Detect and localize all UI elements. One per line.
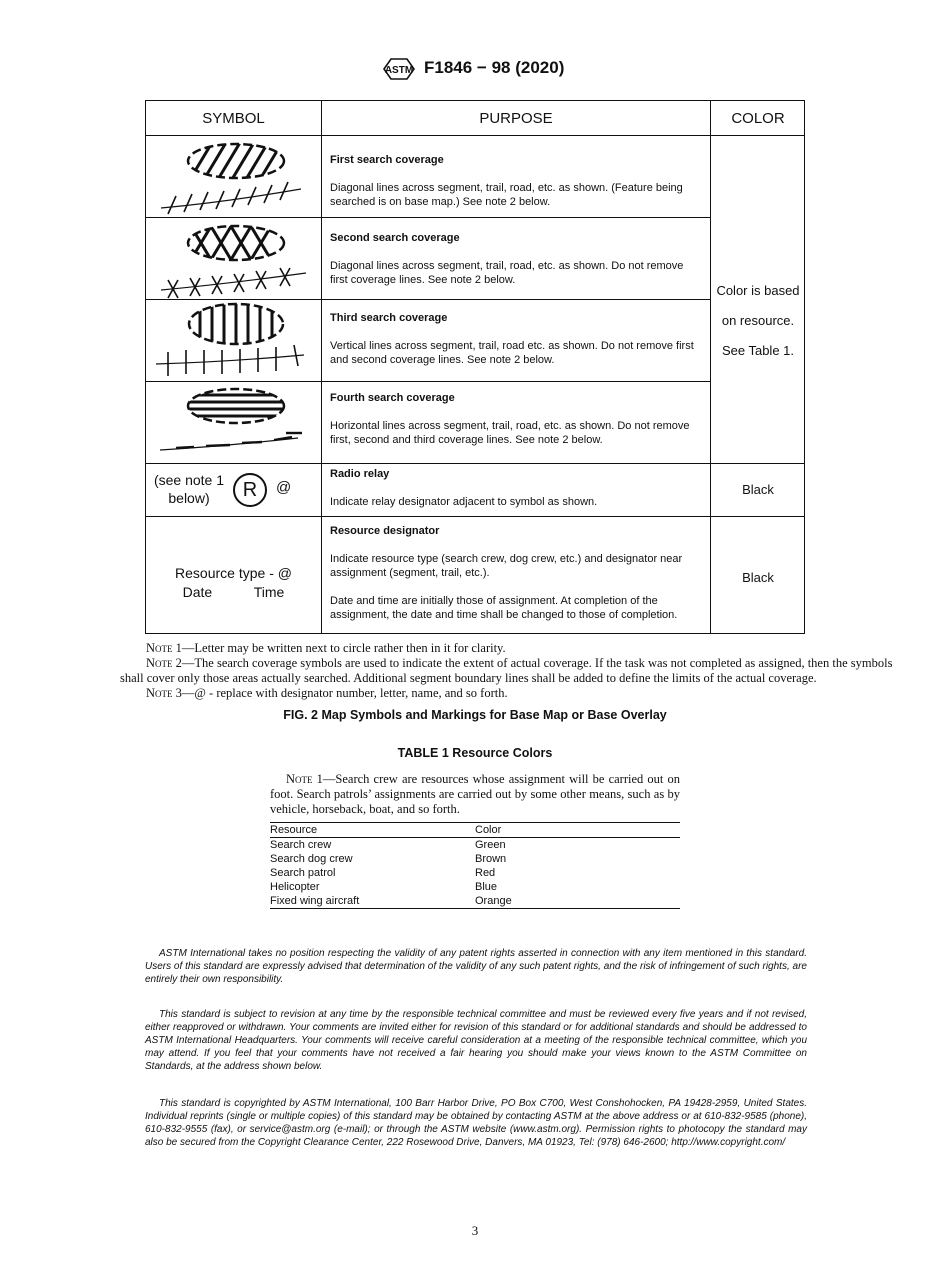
resource-designator-color: Black — [742, 570, 774, 585]
color-cell: Brown — [475, 853, 507, 865]
purpose-description: Indicate relay designator adjacent to symbol as shown. — [330, 496, 598, 508]
coverage-color-cell — [711, 276, 805, 366]
resource-designator-symbol — [146, 517, 321, 634]
resource-cell: Search dog crew — [270, 853, 353, 865]
table-title: TABLE 1 Resource Colors — [397, 746, 553, 760]
note-label: Note 1 — [146, 641, 182, 655]
note-1 — [146, 641, 906, 656]
purpose-description-2: Date and time are initially those of assignment. At completion of the assignment, the date and time shall be changed to those of completion. — [330, 595, 678, 621]
resource-cell: Search patrol — [270, 867, 336, 879]
logo-text: ASTM — [384, 65, 414, 76]
color-cell: Blue — [475, 881, 498, 893]
resource-cell: Helicopter — [270, 881, 320, 893]
color-cell: Orange — [475, 895, 512, 907]
first-search-coverage-symbol — [146, 136, 321, 217]
coverage-color-line3: See Table 1. — [721, 343, 795, 358]
date-text: Date — [182, 584, 213, 600]
radio-relay-color: Black — [742, 482, 774, 497]
figure-caption: FIG. 2 Map Symbols and Markings for Base Map or Base Overlay — [283, 708, 667, 722]
column-divider — [710, 101, 711, 633]
note-3 — [146, 686, 906, 701]
table-row — [270, 866, 680, 880]
row-fourth-search — [330, 391, 700, 447]
table-row — [270, 894, 680, 909]
radio-relay-note-line2: below) — [168, 490, 210, 506]
table-note-text: —Search crew are resources whose assignment will be carried out on foot. Search patrols’ assignments are carried out by some other means, such as by vehicle, horseback, boat, and so forth. — [270, 772, 680, 816]
table-note — [270, 772, 680, 817]
purpose-title: First search coverage — [330, 154, 444, 166]
purpose-title: Second search coverage — [330, 232, 460, 244]
purpose-description: Diagonal lines across segment, trail, road, etc. as shown. (Feature being searched is on base map.) See note 2 below. — [330, 182, 683, 208]
note-label: Note 2 — [146, 656, 182, 670]
page-header — [0, 56, 950, 84]
radio-relay-symbol — [146, 464, 321, 516]
coverage-color-line1: Color is based — [716, 283, 800, 298]
color-cell: Red — [475, 867, 496, 879]
note-text: —The search coverage symbols are used to indicate the extent of actual coverage. If the task was not completed as assigned, then the symbols shall cover only those areas actually searched. Additional segment boundary lines shall be added to define the limits of the actual coverage. — [120, 656, 893, 685]
purpose-title: Radio relay — [330, 468, 390, 480]
radio-relay-letter: R — [242, 478, 258, 501]
radio-relay-designator: @ — [276, 479, 292, 496]
purpose-title: Third search coverage — [330, 312, 448, 324]
row-radio-relay — [330, 467, 700, 509]
column-header-resource: Resource — [270, 824, 318, 836]
resource-cell: Fixed wing aircraft — [270, 895, 360, 907]
resource-type-text: Resource type - @ — [175, 565, 292, 581]
table-header-row — [270, 823, 680, 838]
astm-logo — [381, 56, 417, 82]
page-number: 3 — [471, 1223, 479, 1238]
color-cell: Green — [475, 839, 506, 851]
purpose-description: Vertical lines across segment, trail, road etc. as shown. Do not remove first and second coverage lines. See note 2 below. — [330, 340, 694, 366]
fourth-search-coverage-symbol — [146, 382, 321, 463]
purpose-description: Horizontal lines across segment, trail, road, etc. as shown. Do not remove first, second and third coverage lines. See note 2 below. — [330, 420, 690, 446]
table-note-label: Note 1 — [286, 772, 323, 786]
resource-cell: Search crew — [270, 839, 332, 851]
table-row — [270, 880, 680, 894]
row-first-search — [330, 153, 700, 209]
table-row — [270, 838, 680, 853]
column-divider — [321, 101, 322, 633]
time-text: Time — [253, 584, 285, 600]
table-row — [270, 852, 680, 866]
note-label: Note 3 — [146, 686, 182, 700]
third-search-coverage-symbol — [146, 300, 321, 381]
second-search-coverage-symbol — [146, 218, 321, 299]
note-2 — [120, 656, 906, 686]
copyright-disclaimer: This standard is copyrighted by ASTM International, 100 Barr Harbor Drive, PO Box C700, West Conshohocken, PA 19428-2959, United States. Individual reprints (single or multiple copies) of this standard may be obtained by contacting ASTM at the above address or at 610-832-9585 (phone), 610-832-9555 (fax), or service@astm.org (e-mail); or through the ASTM website (www.astm.org). Permission rights to photocopy the standard may also be secured from the Copyright Clearance Center, 222 Rosewood Drive, Danvers, MA 01923, Tel: (978) 646-2600; http://www.copyright.com/ — [145, 1098, 807, 1148]
purpose-title: Resource designator — [330, 525, 440, 537]
note-text: —@ - replace with designator number, letter, name, and so forth. — [181, 686, 508, 700]
coverage-color-line2: on resource. — [721, 313, 795, 328]
resource-colors-table — [270, 822, 680, 909]
standard-designation: F1846 − 98 (2020) — [424, 58, 565, 77]
radio-relay-note-line1: (see note 1 — [153, 472, 225, 488]
row-third-search — [330, 311, 700, 367]
row-second-search — [330, 231, 700, 287]
radio-relay-circle — [233, 473, 267, 507]
purpose-description: Diagonal lines across segment, trail, road, etc. as shown. Do not remove first coverage lines. See note 2 below. — [330, 260, 684, 286]
purpose-description: Indicate resource type (search crew, dog crew, etc.) and designator near assignment (segment, trail, etc.). — [330, 553, 683, 579]
patent-disclaimer: ASTM International takes no position respecting the validity of any patent rights asserted in connection with any item mentioned in this standard. Users of this standard are expressly advised that determination of the validity of any such patent rights, and the risk of infringement of such rights, are entirely their own responsibility. — [145, 948, 807, 985]
revision-disclaimer: This standard is subject to revision at any time by the responsible technical committee and must be reviewed every five years and if not revised, either reapproved or withdrawn. Your comments are invited either for revision of this standard or for additional standards and should be addressed to ASTM International Headquarters. Your comments will receive careful consideration at a meeting of the responsible technical committee, which you may attend. If you feel that your comments have not received a fair hearing you should make your views known to the ASTM Committee on Standards, at the address shown below. — [145, 1009, 807, 1072]
header-symbol: SYMBOL — [202, 109, 265, 127]
column-header-color: Color — [475, 824, 502, 836]
row-resource-designator — [330, 524, 700, 622]
header-purpose: PURPOSE — [479, 109, 553, 127]
map-symbols-table — [145, 100, 805, 634]
purpose-title: Fourth search coverage — [330, 392, 455, 404]
note-text: —Letter may be written next to circle rather then in it for clarity. — [181, 641, 506, 655]
figure-notes — [120, 641, 906, 701]
header-color: COLOR — [731, 109, 785, 127]
